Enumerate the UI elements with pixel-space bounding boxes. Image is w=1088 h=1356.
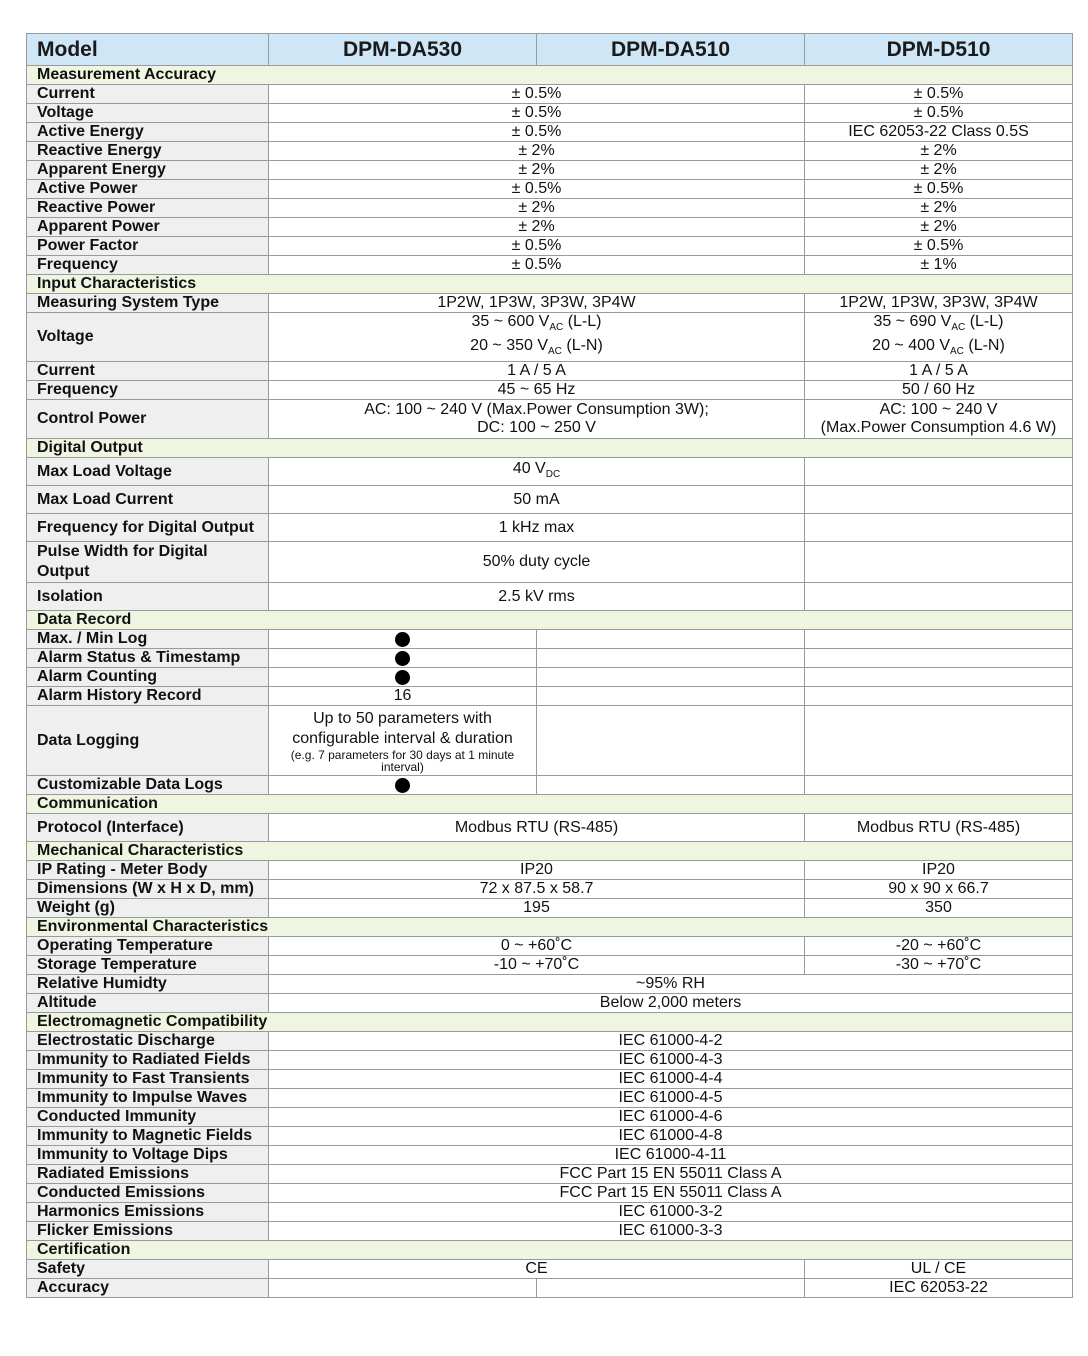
section-title: Mechanical Characteristics bbox=[27, 842, 1073, 861]
cell-value: FCC Part 15 EN 55011 Class A bbox=[269, 1184, 1073, 1203]
section-title: Environmental Characteristics bbox=[27, 918, 1073, 937]
cell-value: FCC Part 15 EN 55011 Class A bbox=[269, 1165, 1073, 1184]
col-header-dpm-da530: DPM-DA530 bbox=[269, 34, 537, 66]
cell-value: IEC 61000-4-3 bbox=[269, 1051, 1073, 1070]
row-label: Electrostatic Discharge bbox=[27, 1032, 269, 1051]
row-label: Altitude bbox=[27, 994, 269, 1013]
table-row bbox=[27, 542, 1073, 583]
cell-value bbox=[269, 630, 537, 649]
cell-empty bbox=[805, 687, 1073, 706]
control-power-consumption: (Max.Power Consumption 4.6 W) bbox=[820, 419, 1057, 437]
cell-value: IP20 bbox=[805, 861, 1073, 880]
cell-value: IEC 62053-22 Class 0.5S bbox=[805, 123, 1073, 142]
row-label: Reactive Energy bbox=[27, 142, 269, 161]
table-row bbox=[27, 1032, 1073, 1051]
section-title: Data Record bbox=[27, 611, 1073, 630]
table-row bbox=[27, 814, 1073, 842]
data-logging-line1: Up to 50 parameters with bbox=[313, 709, 492, 727]
cell-value: 350 bbox=[805, 899, 1073, 918]
table-row bbox=[27, 104, 1073, 123]
table-row bbox=[27, 994, 1073, 1013]
cell-value: ± 2% bbox=[805, 199, 1073, 218]
table-row bbox=[27, 687, 1073, 706]
cell-value: ± 0.5% bbox=[269, 104, 805, 123]
row-label: Conducted Emissions bbox=[27, 1184, 269, 1203]
cell-value: ± 0.5% bbox=[805, 104, 1073, 123]
cell-empty bbox=[805, 630, 1073, 649]
cell-value: IEC 61000-4-8 bbox=[269, 1127, 1073, 1146]
section-measurement-accuracy bbox=[27, 66, 1073, 85]
cell-value: IP20 bbox=[269, 861, 805, 880]
cell-value: -10 ~ +70˚C bbox=[269, 956, 805, 975]
cell-value: ± 0.5% bbox=[269, 180, 805, 199]
table-row bbox=[27, 1184, 1073, 1203]
cell-empty bbox=[805, 649, 1073, 668]
row-label: Customizable Data Logs bbox=[27, 776, 269, 795]
table-row bbox=[27, 880, 1073, 899]
control-power-ac: AC: 100 ~ 240 V (Max.Power Consumption 3W); bbox=[364, 401, 709, 419]
cell-value: 50 / 60 Hz bbox=[805, 381, 1073, 400]
table-row bbox=[27, 1051, 1073, 1070]
table-row bbox=[27, 1089, 1073, 1108]
cell-value: IEC 61000-4-4 bbox=[269, 1070, 1073, 1089]
table-row bbox=[27, 1279, 1073, 1298]
row-label: Relative Humidty bbox=[27, 975, 269, 994]
col-header-dpm-d510: DPM-D510 bbox=[805, 34, 1073, 66]
table-row bbox=[27, 937, 1073, 956]
row-label: Isolation bbox=[27, 583, 269, 611]
cell-empty bbox=[805, 668, 1073, 687]
cell-empty bbox=[537, 630, 805, 649]
cell-value: 2.5 kV rms bbox=[269, 583, 805, 611]
cell-empty bbox=[537, 668, 805, 687]
cell-value: ± 0.5% bbox=[269, 123, 805, 142]
cell-empty bbox=[537, 776, 805, 795]
cell-value: 1 kHz max bbox=[269, 514, 805, 542]
table-row bbox=[27, 514, 1073, 542]
cell-value: ± 0.5% bbox=[269, 237, 805, 256]
cell-value: 40 $V_{DC}$ bbox=[269, 458, 805, 486]
cell-value: 1 A / 5 A bbox=[269, 362, 805, 381]
row-label: Radiated Emissions bbox=[27, 1165, 269, 1184]
row-label: Data Logging bbox=[27, 706, 269, 776]
table-row bbox=[27, 1127, 1073, 1146]
supported-dot-icon bbox=[395, 632, 410, 647]
cell-value: ± 2% bbox=[269, 142, 805, 161]
cell-value: UL / CE bbox=[805, 1260, 1073, 1279]
cell-value: IEC 61000-3-3 bbox=[269, 1222, 1073, 1241]
cell-value: IEC 61000-4-6 bbox=[269, 1108, 1073, 1127]
row-label: Harmonics Emissions bbox=[27, 1203, 269, 1222]
cell-value: IEC 62053-22 bbox=[805, 1279, 1073, 1298]
row-label: Reactive Power bbox=[27, 199, 269, 218]
header-row bbox=[27, 34, 1073, 66]
row-label: Active Energy bbox=[27, 123, 269, 142]
section-title: Measurement Accuracy bbox=[27, 66, 1073, 85]
table-row bbox=[27, 630, 1073, 649]
cell-value: 195 bbox=[269, 899, 805, 918]
row-label: Measuring System Type bbox=[27, 294, 269, 313]
table-row bbox=[27, 1070, 1073, 1089]
row-label: Weight (g) bbox=[27, 899, 269, 918]
cell-value: Modbus RTU (RS-485) bbox=[805, 814, 1073, 842]
table-row bbox=[27, 294, 1073, 313]
row-label: Operating Temperature bbox=[27, 937, 269, 956]
row-label: Apparent Power bbox=[27, 218, 269, 237]
table-row bbox=[27, 649, 1073, 668]
table-row bbox=[27, 899, 1073, 918]
supported-dot-icon bbox=[395, 778, 410, 793]
cell-value: IEC 61000-4-5 bbox=[269, 1089, 1073, 1108]
table-row bbox=[27, 123, 1073, 142]
table-row bbox=[27, 486, 1073, 514]
data-logging-line2: configurable interval & duration bbox=[292, 729, 513, 747]
section-certification bbox=[27, 1241, 1073, 1260]
table-row bbox=[27, 362, 1073, 381]
table-row bbox=[27, 142, 1073, 161]
cell-empty bbox=[537, 649, 805, 668]
table-row bbox=[27, 199, 1073, 218]
row-label: Immunity to Magnetic Fields bbox=[27, 1127, 269, 1146]
cell-empty bbox=[805, 706, 1073, 776]
cell-value: ± 1% bbox=[805, 256, 1073, 275]
row-label: Voltage bbox=[27, 104, 269, 123]
table-row bbox=[27, 400, 1073, 439]
voltage-ln-line: 20 ~ 400 $V_{AC}$ (L-N) bbox=[872, 337, 1005, 358]
control-power-dc: DC: 100 ~ 250 V bbox=[477, 419, 596, 437]
table-row bbox=[27, 1146, 1073, 1165]
table-row bbox=[27, 256, 1073, 275]
cell-value: ± 2% bbox=[269, 199, 805, 218]
section-communication bbox=[27, 795, 1073, 814]
voltage-ll-line: 35 ~ 600 $V_{AC}$ (L-L) bbox=[471, 313, 602, 334]
col-header-dpm-da510: DPM-DA510 bbox=[537, 34, 805, 66]
row-label: Power Factor bbox=[27, 237, 269, 256]
cell-value: ± 0.5% bbox=[269, 85, 805, 104]
row-label: Frequency bbox=[27, 381, 269, 400]
table-row bbox=[27, 237, 1073, 256]
section-data-record bbox=[27, 611, 1073, 630]
cell-value: Below 2,000 meters bbox=[269, 994, 1073, 1013]
cell-value: IEC 61000-4-11 bbox=[269, 1146, 1073, 1165]
section-title: Input Characteristics bbox=[27, 275, 1073, 294]
table-row bbox=[27, 381, 1073, 400]
table-row bbox=[27, 161, 1073, 180]
section-environmental-characteristics bbox=[27, 918, 1073, 937]
row-label: Alarm Counting bbox=[27, 668, 269, 687]
row-label: Immunity to Radiated Fields bbox=[27, 1051, 269, 1070]
cell-value: 45 ~ 65 Hz bbox=[269, 381, 805, 400]
control-power-ac: AC: 100 ~ 240 V bbox=[879, 401, 998, 419]
row-label: Storage Temperature bbox=[27, 956, 269, 975]
table-row bbox=[27, 1260, 1073, 1279]
table-row bbox=[27, 313, 1073, 362]
cell-empty bbox=[805, 776, 1073, 795]
voltage-ll-line: 35 ~ 690 $V_{AC}$ (L-L) bbox=[873, 313, 1004, 334]
cell-value: IEC 61000-4-2 bbox=[269, 1032, 1073, 1051]
cell-value: 50 mA bbox=[269, 486, 805, 514]
cell-value bbox=[805, 400, 1073, 439]
row-label: Alarm History Record bbox=[27, 687, 269, 706]
row-label: Frequency for Digital Output bbox=[27, 514, 269, 542]
cell-value: IEC 61000-3-2 bbox=[269, 1203, 1073, 1222]
cell-value: ± 0.5% bbox=[269, 256, 805, 275]
cell-empty bbox=[805, 458, 1073, 486]
row-label: Immunity to Fast Transients bbox=[27, 1070, 269, 1089]
table-row bbox=[27, 218, 1073, 237]
cell-value bbox=[269, 706, 537, 776]
table-row bbox=[27, 956, 1073, 975]
cell-value: ± 2% bbox=[269, 161, 805, 180]
section-title: Communication bbox=[27, 795, 1073, 814]
voltage-ln-line: 20 ~ 350 $V_{AC}$ (L-N) bbox=[470, 337, 603, 358]
cell-value: ± 2% bbox=[805, 142, 1073, 161]
cell-value: 16 bbox=[269, 687, 537, 706]
cell-value: ± 2% bbox=[269, 218, 805, 237]
table-row bbox=[27, 1108, 1073, 1127]
section-title: Certification bbox=[27, 1241, 1073, 1260]
table-row bbox=[27, 668, 1073, 687]
row-label: Pulse Width for Digital Output bbox=[27, 542, 269, 583]
table-row bbox=[27, 706, 1073, 776]
cell-value bbox=[269, 649, 537, 668]
supported-dot-icon bbox=[395, 670, 410, 685]
cell-value: ± 0.5% bbox=[805, 237, 1073, 256]
cell-value: Modbus RTU (RS-485) bbox=[269, 814, 805, 842]
cell-value bbox=[269, 668, 537, 687]
section-digital-output bbox=[27, 439, 1073, 458]
section-mechanical-characteristics bbox=[27, 842, 1073, 861]
spec-table bbox=[26, 33, 1073, 1298]
table-row bbox=[27, 1203, 1073, 1222]
supported-dot-icon bbox=[395, 651, 410, 666]
row-label: Max Load Current bbox=[27, 486, 269, 514]
row-label: Immunity to Impulse Waves bbox=[27, 1089, 269, 1108]
cell-value bbox=[805, 313, 1073, 362]
row-label: Accuracy bbox=[27, 1279, 269, 1298]
cell-value: 1 A / 5 A bbox=[805, 362, 1073, 381]
cell-value bbox=[269, 313, 805, 362]
cell-value: ± 2% bbox=[805, 218, 1073, 237]
table-row bbox=[27, 458, 1073, 486]
cell-value: 50% duty cycle bbox=[269, 542, 805, 583]
table-row bbox=[27, 85, 1073, 104]
row-label: Control Power bbox=[27, 400, 269, 439]
data-logging-note: (e.g. 7 parameters for 30 days at 1 minute interval) bbox=[290, 747, 515, 774]
cell-empty bbox=[805, 514, 1073, 542]
model-header: Model bbox=[27, 34, 269, 66]
row-label: Active Power bbox=[27, 180, 269, 199]
row-label: Max. / Min Log bbox=[27, 630, 269, 649]
cell-value: ± 0.5% bbox=[805, 85, 1073, 104]
row-label: Frequency bbox=[27, 256, 269, 275]
row-label: Immunity to Voltage Dips bbox=[27, 1146, 269, 1165]
cell-value: -30 ~ +70˚C bbox=[805, 956, 1073, 975]
cell-empty bbox=[537, 1279, 805, 1298]
table-row bbox=[27, 861, 1073, 880]
cell-empty bbox=[805, 542, 1073, 583]
table-row bbox=[27, 776, 1073, 795]
cell-empty bbox=[537, 687, 805, 706]
table-row bbox=[27, 975, 1073, 994]
row-label: Conducted Immunity bbox=[27, 1108, 269, 1127]
row-label: Current bbox=[27, 362, 269, 381]
cell-value: ± 2% bbox=[805, 161, 1073, 180]
table-row bbox=[27, 1222, 1073, 1241]
cell-value: 1P2W, 1P3W, 3P3W, 3P4W bbox=[269, 294, 805, 313]
row-label: Voltage bbox=[27, 313, 269, 362]
section-electromagnetic-compatibility bbox=[27, 1013, 1073, 1032]
cell-value: 90 x 90 x 66.7 bbox=[805, 880, 1073, 899]
row-label: Apparent Energy bbox=[27, 161, 269, 180]
cell-value: -20 ~ +60˚C bbox=[805, 937, 1073, 956]
cell-value: 1P2W, 1P3W, 3P3W, 3P4W bbox=[805, 294, 1073, 313]
cell-value: CE bbox=[269, 1260, 805, 1279]
cell-value bbox=[269, 400, 805, 439]
cell-empty bbox=[805, 486, 1073, 514]
row-label: Alarm Status & Timestamp bbox=[27, 649, 269, 668]
row-label: IP Rating - Meter Body bbox=[27, 861, 269, 880]
cell-empty bbox=[269, 1279, 537, 1298]
table-row bbox=[27, 1165, 1073, 1184]
row-label: Current bbox=[27, 85, 269, 104]
row-label: Max Load Voltage bbox=[27, 458, 269, 486]
section-title: Digital Output bbox=[27, 439, 1073, 458]
cell-empty bbox=[537, 706, 805, 776]
cell-value: 72 x 87.5 x 58.7 bbox=[269, 880, 805, 899]
row-label: Flicker Emissions bbox=[27, 1222, 269, 1241]
table-row bbox=[27, 180, 1073, 199]
cell-value: ~95% RH bbox=[269, 975, 1073, 994]
cell-empty bbox=[805, 583, 1073, 611]
row-label: Dimensions (W x H x D, mm) bbox=[27, 880, 269, 899]
row-label: Protocol (Interface) bbox=[27, 814, 269, 842]
section-title: Electromagnetic Compatibility bbox=[27, 1013, 1073, 1032]
cell-value: ± 0.5% bbox=[805, 180, 1073, 199]
section-input-characteristics bbox=[27, 275, 1073, 294]
cell-value: 0 ~ +60˚C bbox=[269, 937, 805, 956]
table-row bbox=[27, 583, 1073, 611]
cell-value bbox=[269, 776, 537, 795]
row-label: Safety bbox=[27, 1260, 269, 1279]
